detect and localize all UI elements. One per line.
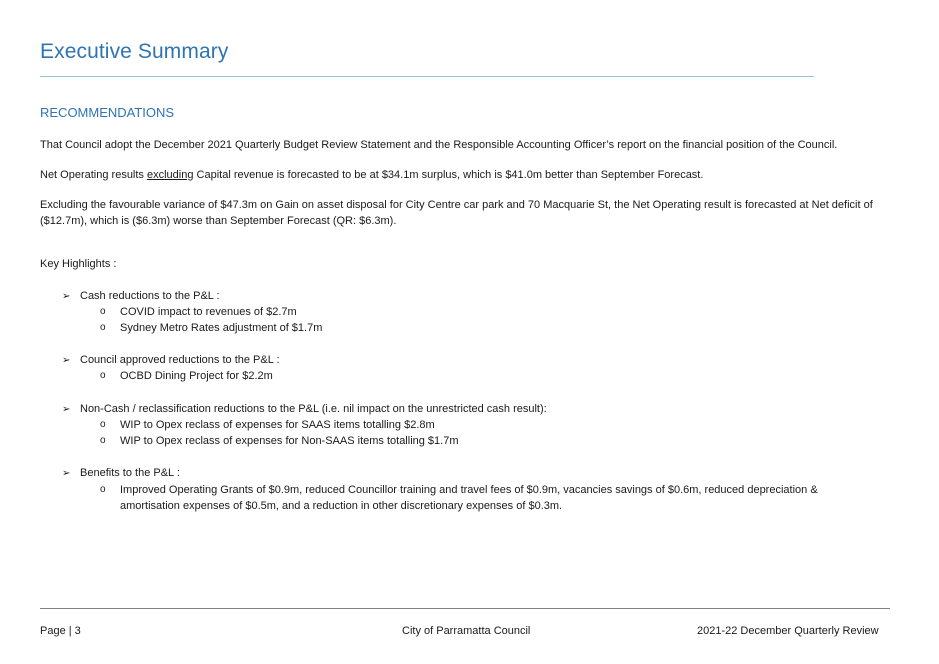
circle-bullet-icon: o — [100, 484, 106, 495]
paragraph-2-underlined-word: excluding — [147, 169, 194, 181]
highlight-group-benefits — [62, 465, 180, 482]
arrow-bullet-icon: ➢ — [62, 404, 71, 415]
highlight-group-cash — [62, 288, 220, 305]
list-item-text: COVID impact to revenues of $2.7m — [120, 306, 297, 318]
list-item-text: WIP to Opex reclass of expenses for Non-SAAS items totalling $1.7m — [120, 435, 459, 447]
arrow-bullet-icon: ➢ — [62, 468, 71, 479]
paragraph-2-text-before: Net Operating results — [40, 169, 147, 181]
highlight-group-non-cash — [62, 401, 547, 418]
list-item-text: WIP to Opex reclass of expenses for SAAS items totalling $2.8m — [120, 419, 435, 431]
title-divider — [40, 76, 814, 77]
circle-bullet-icon: o — [100, 419, 106, 430]
circle-bullet-icon: o — [100, 306, 106, 317]
circle-bullet-icon: o — [100, 435, 106, 446]
highlight-group-title: Council approved reductions to the P&L : — [80, 354, 280, 366]
list-item — [100, 368, 860, 384]
list-item-text: OCBD Dining Project for $2.2m — [120, 370, 273, 382]
footer-page-number: Page | 3 — [40, 625, 81, 637]
arrow-bullet-icon: ➢ — [62, 291, 71, 302]
footer-divider — [40, 608, 890, 609]
recommendation-paragraph-1: That Council adopt the December 2021 Quarterly Budget Review Statement and the Responsible Accounting Officer’s report on the financial position of the Council. — [40, 139, 838, 151]
list-item — [100, 304, 860, 320]
list-item — [100, 433, 860, 449]
circle-bullet-icon: o — [100, 322, 106, 333]
recommendation-paragraph-2 — [40, 167, 900, 183]
arrow-bullet-icon: ➢ — [62, 355, 71, 366]
footer-organisation: City of Parramatta Council — [402, 625, 531, 637]
list-item-text: Improved Operating Grants of $0.9m, reduced Councillor training and travel fees of $0.9m, vacancies savings of $0.6m, reduced depreciation & amortisation expenses of $0.5m, and a reduction in other discretionary expenses of $0.3m. — [120, 484, 818, 512]
key-highlights-label: Key Highlights : — [40, 258, 117, 270]
circle-bullet-icon: o — [100, 370, 106, 381]
footer-report-title: 2021-22 December Quarterly Review — [697, 625, 879, 637]
highlight-group-title: Non-Cash / reclassification reductions to the P&L (i.e. nil impact on the unrestricted cash result): — [80, 403, 547, 415]
highlight-group-title: Benefits to the P&L : — [80, 467, 180, 479]
recommendations-heading: RECOMMENDATIONS — [40, 105, 175, 120]
list-item-text: Sydney Metro Rates adjustment of $1.7m — [120, 322, 323, 334]
list-item — [100, 482, 860, 514]
page-title: Executive Summary — [40, 40, 229, 63]
recommendation-paragraph-3: Excluding the favourable variance of $47.3m on Gain on asset disposal for City Centre car park and 70 Macquarie St, the Net Operating result is forecasted at Net deficit of ($12.7m), which is ($6.3m) worse than September Forecast (QR: $6.3m). — [40, 199, 873, 227]
list-item — [100, 320, 860, 336]
paragraph-2-text-after: Capital revenue is forecasted to be at $34.1m surplus, which is $41.0m better than September Forecast. — [193, 169, 704, 181]
highlight-group-title: Cash reductions to the P&L : — [80, 290, 220, 302]
highlight-group-council-approved — [62, 352, 280, 369]
list-item — [100, 417, 860, 433]
